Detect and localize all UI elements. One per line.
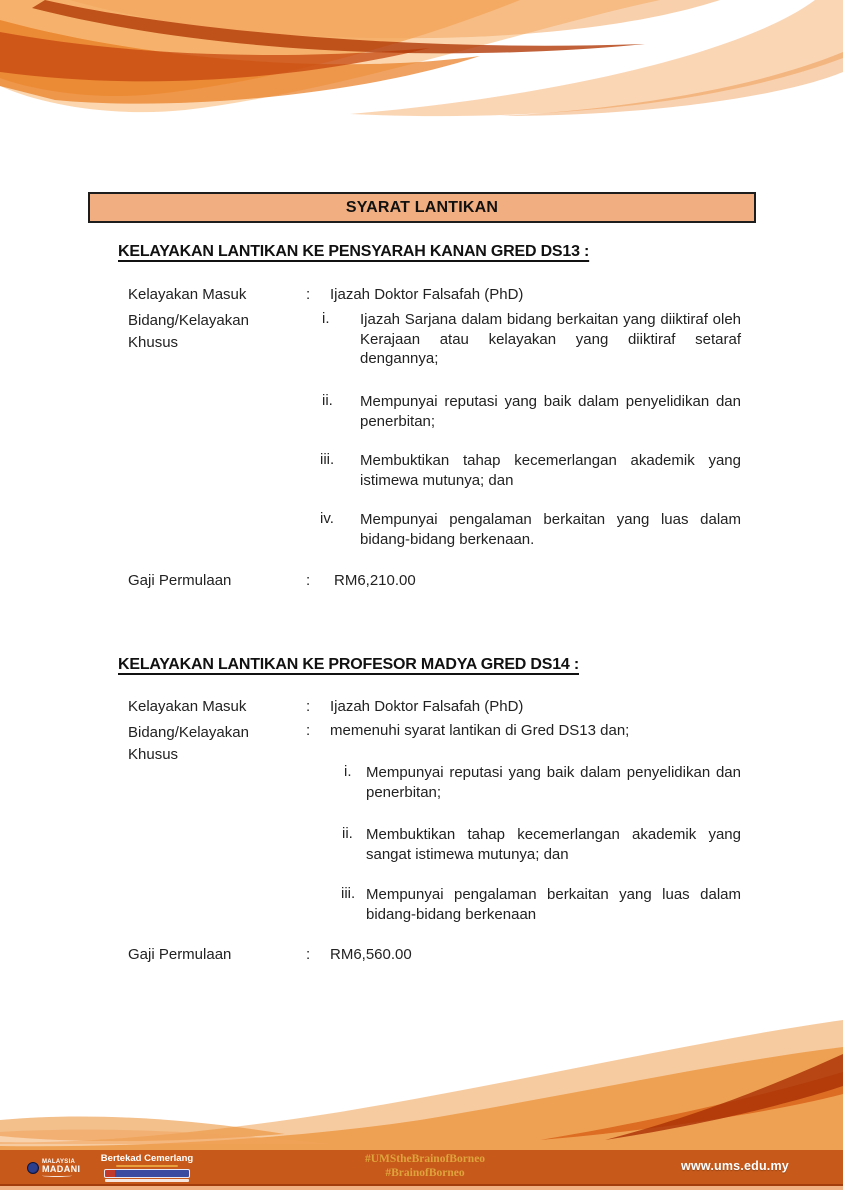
section1-heading: KELAYAKAN LANTIKAN KE PENSYARAH KANAN GRED DS13 : [118, 243, 590, 260]
section1-item3-numeral: iii. [320, 451, 335, 468]
hashtag-block [320, 1153, 530, 1180]
bertekad-cemerlang-block [92, 1153, 202, 1182]
section2-item1-numeral: i. [344, 763, 352, 780]
title-text: SYARAT LANTIKAN [345, 198, 499, 216]
section1-item1-text: Ijazah Sarjana dalam bidang berkaitan yang diiktiraf oleh Kerajaan atau kelayakan yang diiktiraf setaraf dengannya; [360, 311, 741, 367]
section2-item2-numeral: ii. [342, 825, 353, 842]
section1-kelayakan-masuk-label: Kelayakan Masuk [128, 286, 247, 303]
section1-gaji-label: Gaji Permulaan [128, 572, 232, 589]
section2-item2-text: Membuktikan tahap kecemerlangan akademik yang sangat istimewa mutunya; dan [366, 826, 741, 863]
section1-gaji-value: RM6,210.00 [334, 572, 416, 589]
section2-bidang-colon: : [306, 722, 311, 739]
hashtag-line1: #UMStheBrainofBorneo [364, 1153, 486, 1165]
bottom-swoosh-decoration [0, 1002, 843, 1150]
motto-banner-pill [104, 1169, 190, 1178]
section2-bidang-label-line1: Bidang/Kelayakan [128, 724, 249, 741]
footer-bottom-stripe [0, 1186, 843, 1190]
motto-text: Bertekad Cemerlang [100, 1153, 194, 1164]
section2-bidang-label [128, 722, 313, 766]
section2-item3-text: Mempunyai pengalaman berkaitan yang luas dalam bidang-bidang berkenaan [366, 886, 741, 923]
malaysia-madani-logo [27, 1154, 85, 1181]
title-box [88, 192, 756, 223]
motto-banner-caption [105, 1179, 189, 1182]
section1-item1-numeral: i. [322, 310, 330, 327]
section1-kelayakan-masuk-colon: : [306, 286, 311, 303]
section1-item4-text: Mempunyai pengalaman berkaitan yang luas dalam bidang-bidang berkenaan. [360, 511, 741, 548]
madani-text [42, 1159, 80, 1177]
section2-gaji-value: RM6,560.00 [330, 946, 412, 963]
madani-line2: MADANI [42, 1163, 81, 1174]
section1-item4-numeral: iv. [320, 510, 334, 527]
section1-item3-text: Membuktikan tahap kecemerlangan akademik yang istimewa mutunya; dan [360, 452, 741, 489]
motto-subline [116, 1165, 178, 1167]
section1-bidang-label-line1: Bidang/Kelayakan [128, 312, 249, 329]
section2-kelayakan-masuk-label: Kelayakan Masuk [128, 698, 247, 715]
section1-item2-text: Mempunyai reputasi yang baik dalam penyelidikan dan penerbitan; [360, 393, 741, 430]
section2-gaji-colon: : [306, 946, 311, 963]
hashtag-line2: #BrainofBorneo [385, 1166, 465, 1179]
section2-bidang-label-line2: Khusus [128, 746, 179, 763]
section2-item1-text: Mempunyai reputasi yang baik dalam penyelidikan dan penerbitan; [366, 764, 741, 801]
section1-item2-numeral: ii. [322, 392, 333, 409]
section2-kelayakan-masuk-value: Ijazah Doktor Falsafah (PhD) [330, 698, 524, 715]
section1-bidang-label [128, 310, 313, 354]
section2-item3-numeral: iii. [341, 885, 356, 902]
section2-bidang-value: memenuhi syarat lantikan di Gred DS13 dan; [330, 722, 630, 739]
section2-kelayakan-masuk-colon: : [306, 698, 311, 715]
section2-heading: KELAYAKAN LANTIKAN KE PROFESOR MADYA GRED DS14 : [118, 656, 579, 673]
top-swoosh-decoration [0, 0, 843, 128]
madani-script-flourish [42, 1174, 72, 1177]
website-url: www.ums.edu.my [681, 1159, 789, 1173]
madani-emblem-icon [27, 1162, 39, 1174]
section2-gaji-label: Gaji Permulaan [128, 946, 232, 963]
section1-gaji-colon: : [306, 572, 311, 589]
madani-line1: MALAYSIA [42, 1158, 76, 1165]
section1-bidang-label-line2: Khusus [128, 334, 179, 351]
section1-kelayakan-masuk-value: Ijazah Doktor Falsafah (PhD) [330, 286, 524, 303]
